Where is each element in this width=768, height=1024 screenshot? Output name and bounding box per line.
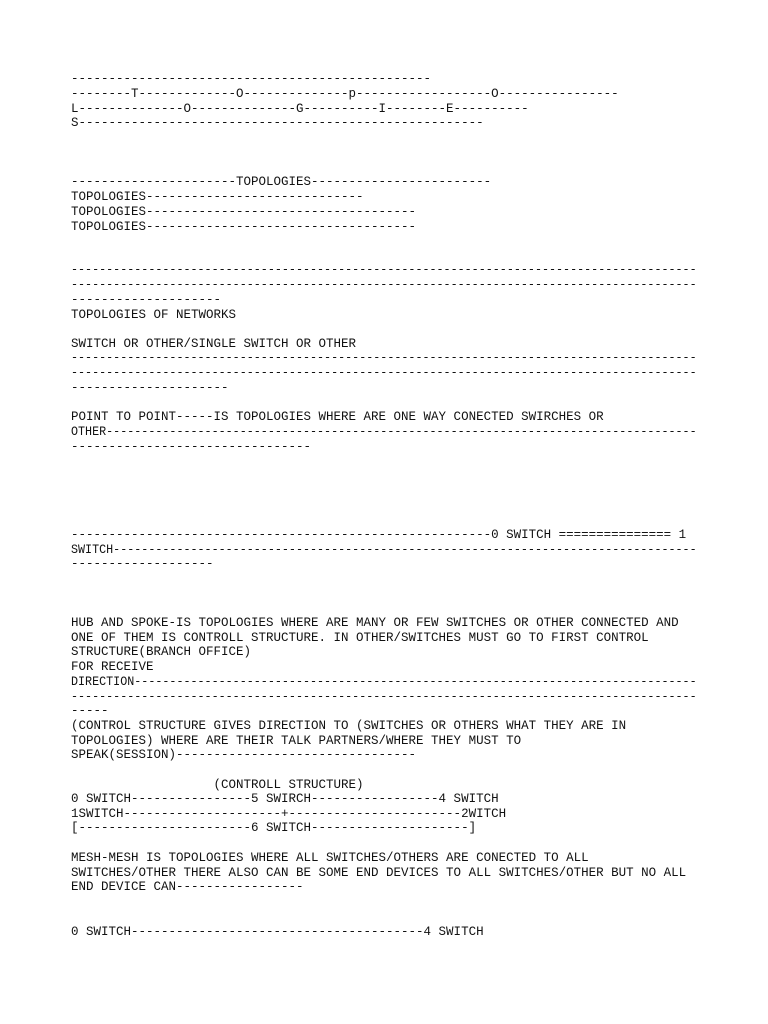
text-line: (CONTROLL STRUCTURE) — [71, 778, 364, 792]
section-heading: TOPOLOGIES OF NETWORKS — [71, 308, 237, 322]
text-line: POINT TO POINT-----IS TOPOLOGIES WHERE ARE ONE WAY CONECTED SWIRCHES OR — [71, 410, 604, 424]
text-line: FOR RECEIVE — [71, 660, 154, 674]
text-line: ----------------------------------------------------------------------------------------- — [71, 278, 697, 292]
text-line: MESH-MESH IS TOPOLOGIES WHERE ALL SWITCHES/OTHERS ARE CONECTED TO ALL — [71, 851, 589, 865]
text-line: ----------------------------------------------------------------------------------------- — [71, 263, 697, 277]
text-line: (CONTROL STRUCTURE GIVES DIRECTION TO (SWITCHES OR OTHERS WHAT THEY ARE IN — [71, 719, 627, 733]
text-line: ----------------------------------------------------------------------------------------- — [71, 351, 697, 365]
text-line: -------------------------------- — [71, 440, 312, 454]
text-line: --------------------- — [71, 381, 229, 395]
text-line: TOPOLOGIES) WHERE ARE THEIR TALK PARTNERS/WHERE THEY MUST TO — [71, 734, 522, 748]
text-line: S------------------------------------------------------ — [71, 116, 484, 130]
text-line: OTHER------------------------------------------------------------------------------------ — [71, 425, 697, 439]
text-line: --------T-------------O--------------p------------------O---------------- — [71, 87, 619, 101]
text-line: ----- — [71, 704, 109, 718]
text-line: SWITCHES/OTHER THERE ALSO CAN BE SOME END DEVICES TO ALL SWITCHES/OTHER BUT NO ALL — [71, 866, 687, 880]
text-line: ----------------------TOPOLOGIES------------------------ — [71, 175, 492, 189]
text-line: TOPOLOGIES------------------------------------ — [71, 220, 417, 234]
text-line: ------------------------------------------------ — [71, 72, 432, 86]
text-line: HUB AND SPOKE-IS TOPOLOGIES WHERE ARE MANY OR FEW SWITCHES OR OTHER CONNECTED AND — [71, 616, 679, 630]
text-line: ----------------------------------------------------------------------------------------- — [71, 690, 697, 704]
text-line: ----------------------------------------------------------------------------------------- — [71, 366, 697, 380]
text-line: 0 SWITCH----------------5 SWIRCH-----------------4 SWITCH — [71, 792, 499, 806]
text-line: END DEVICE CAN----------------- — [71, 880, 304, 894]
text-line: SWITCH----------------------------------------------------------------------------------- — [71, 543, 697, 557]
text-line: --------------------------------------------------------0 SWITCH =============== 1 — [71, 528, 687, 542]
text-line: [-----------------------6 SWITCH---------------------] — [71, 821, 477, 835]
text-line: 1SWITCH---------------------+-----------------------2WITCH — [71, 807, 507, 821]
text-line: TOPOLOGIES------------------------------------ — [71, 205, 417, 219]
text-line: TOPOLOGIES----------------------------- — [71, 190, 364, 204]
text-line: STRUCTURE(BRANCH OFFICE) — [71, 645, 252, 659]
text-line: SPEAK(SESSION)-------------------------------- — [71, 748, 417, 762]
text-line: L--------------O--------------G----------I--------E---------- — [71, 102, 529, 116]
text-line: 0 SWITCH---------------------------------------4 SWITCH — [71, 925, 484, 939]
text-line: ONE OF THEM IS CONTROLL STRUCTURE. IN OTHER/SWITCHES MUST GO TO FIRST CONTROL — [71, 631, 649, 645]
text-line: -------------------- — [71, 293, 222, 307]
text-line: SWITCH OR OTHER/SINGLE SWITCH OR OTHER — [71, 337, 357, 351]
text-line: DIRECTION-------------------------------------------------------------------------------- — [71, 675, 697, 689]
text-line: ------------------- — [71, 557, 214, 571]
